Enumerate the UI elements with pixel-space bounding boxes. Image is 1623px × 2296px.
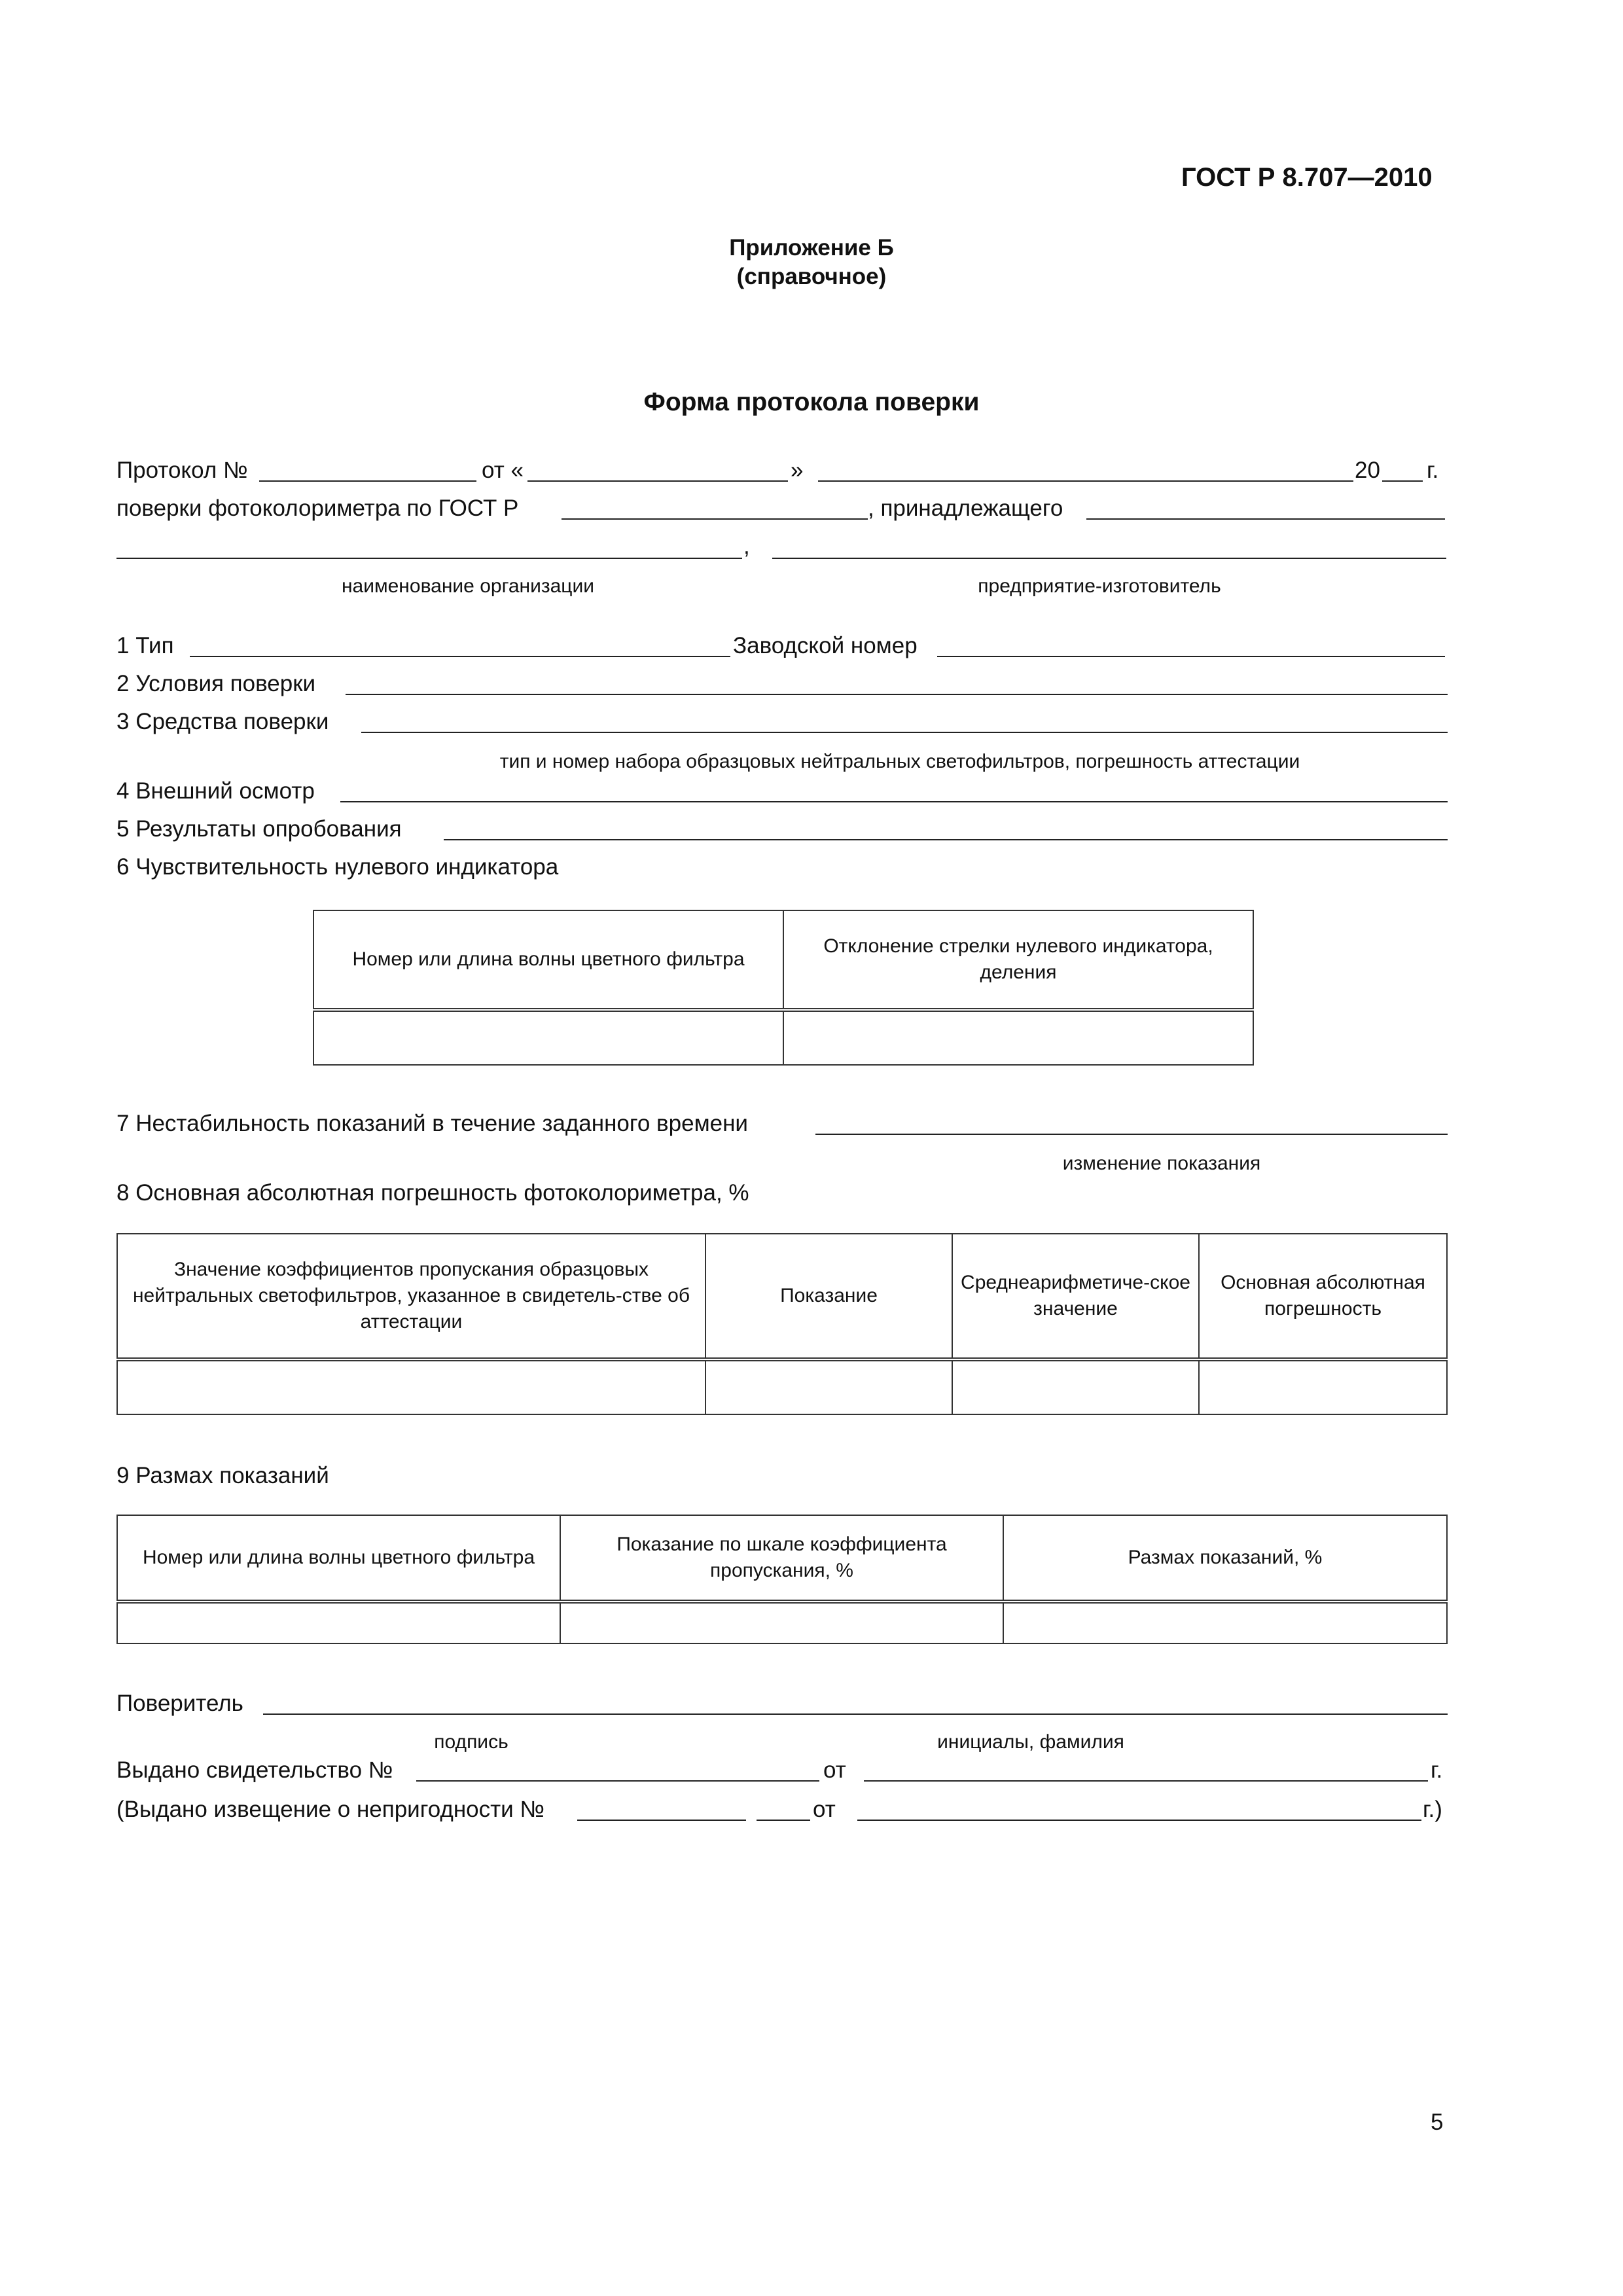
- table9-cell-reading[interactable]: [560, 1602, 1003, 1643]
- serial-number-field[interactable]: [937, 656, 1445, 657]
- item-5-testing-label: 5 Результаты опробования: [116, 816, 402, 842]
- notice-date-field[interactable]: [857, 1820, 1421, 1821]
- table6-header-deviation: Отклонение стрелки нулевого индикатора, деления: [783, 910, 1253, 1010]
- certificate-year-suffix: г.: [1431, 1757, 1443, 1783]
- item-3-means-label: 3 Средства поверки: [116, 709, 329, 734]
- notice-year-suffix: г.): [1423, 1797, 1442, 1822]
- inspection-field[interactable]: [340, 801, 1448, 802]
- verifier-field[interactable]: [263, 1713, 1448, 1715]
- item-7-instability-label: 7 Нестабильность показаний в течение заданного времени: [116, 1111, 748, 1136]
- table9-cell-range[interactable]: [1003, 1602, 1447, 1643]
- sensitivity-table: [313, 910, 1254, 1066]
- verification-label: поверки фотоколориметра по ГОСТ Р: [116, 495, 519, 521]
- table8-header-abs-error: Основная абсолютная погрешность: [1199, 1234, 1447, 1359]
- table6-cell-deviation[interactable]: [783, 1010, 1253, 1065]
- certificate-from-label: от: [823, 1757, 846, 1783]
- table6-header-filter: Номер или длина волны цветного фильтра: [313, 910, 783, 1010]
- protocol-year-suffix: г.: [1427, 457, 1439, 483]
- name-caption: инициалы, фамилия: [937, 1731, 1124, 1753]
- document-code: ГОСТ Р 8.707—2010: [1181, 163, 1433, 192]
- protocol-quote-close: »: [791, 457, 804, 483]
- page-number: 5: [1431, 2109, 1444, 2135]
- means-caption: тип и номер набора образцовых нейтральных светофильтров, погрешность аттестации: [499, 751, 1300, 772]
- table8-header-reading: Показание: [705, 1234, 952, 1359]
- table8-cell-reading[interactable]: [705, 1359, 952, 1414]
- table9-cell-filter[interactable]: [117, 1602, 560, 1643]
- certificate-label: Выдано свидетельство №: [116, 1757, 393, 1783]
- item-6-sensitivity-label: 6 Чувствительность нулевого индикатора: [116, 854, 559, 880]
- instability-caption: изменение показания: [1062, 1153, 1261, 1174]
- item-9-range-label: 9 Размах показаний: [116, 1463, 329, 1488]
- means-field[interactable]: [361, 732, 1448, 733]
- item-1-type-label: 1 Тип: [116, 633, 174, 658]
- conditions-field[interactable]: [346, 694, 1448, 695]
- item-4-inspection-label: 4 Внешний осмотр: [116, 778, 315, 804]
- notice-number-suffix-field[interactable]: [757, 1820, 810, 1821]
- instability-field[interactable]: [815, 1134, 1448, 1135]
- table9-header-reading: Показание по шкале коэффициента пропускания, %: [560, 1515, 1003, 1602]
- form-title: Форма протокола поверки: [643, 388, 980, 416]
- notice-number-field[interactable]: [577, 1820, 746, 1821]
- appendix-title: Приложение Б: [729, 235, 894, 260]
- table8-header-mean: Среднеарифметиче-ское значение: [952, 1234, 1199, 1359]
- error-table: [116, 1233, 1448, 1415]
- certificate-number-field[interactable]: [416, 1780, 819, 1782]
- item-8-error-label: 8 Основная абсолютная погрешность фотоколориметра, %: [116, 1180, 749, 1206]
- table9-header-filter: Номер или длина волны цветного фильтра: [117, 1515, 560, 1602]
- table8-header-transmittance: Значение коэффициентов пропускания образцовых нейтральных светофильтров, указанное в свидетель-стве об аттестации: [117, 1234, 705, 1359]
- protocol-date-field[interactable]: [527, 480, 788, 482]
- manufacturer-field[interactable]: [772, 558, 1446, 559]
- range-table: [116, 1515, 1448, 1644]
- notice-label: (Выдано извещение о непригодности №: [116, 1797, 544, 1822]
- testing-field[interactable]: [444, 839, 1448, 840]
- table9-header-range: Размах показаний, %: [1003, 1515, 1447, 1602]
- appendix-subtitle: (справочное): [736, 264, 887, 289]
- table6-cell-filter[interactable]: [313, 1010, 783, 1065]
- organization-field[interactable]: [116, 558, 742, 559]
- notice-from-label: от: [813, 1797, 836, 1822]
- belongs-label: , принадлежащего: [868, 495, 1063, 521]
- protocol-year-prefix: 20: [1355, 457, 1380, 483]
- type-field[interactable]: [190, 656, 730, 657]
- gost-number-field[interactable]: [562, 518, 868, 520]
- signature-caption: подпись: [434, 1731, 508, 1753]
- verifier-label: Поверитель: [116, 1691, 243, 1716]
- item-2-conditions-label: 2 Условия поверки: [116, 671, 316, 696]
- comma-separator: ,: [743, 533, 750, 559]
- organization-caption: наименование организации: [341, 575, 595, 597]
- serial-number-label: Заводской номер: [733, 633, 918, 658]
- table8-cell-transmittance[interactable]: [117, 1359, 705, 1414]
- table8-cell-abs-error[interactable]: [1199, 1359, 1447, 1414]
- protocol-from-label: от «: [482, 457, 524, 483]
- manufacturer-caption: предприятие-изготовитель: [978, 575, 1221, 597]
- protocol-number-field[interactable]: [259, 480, 476, 482]
- owner-field[interactable]: [1086, 518, 1445, 520]
- protocol-year-field[interactable]: [1382, 480, 1423, 482]
- table8-cell-mean[interactable]: [952, 1359, 1199, 1414]
- certificate-date-field[interactable]: [864, 1780, 1428, 1782]
- protocol-label: Протокол №: [116, 457, 248, 483]
- protocol-month-field[interactable]: [818, 480, 1353, 482]
